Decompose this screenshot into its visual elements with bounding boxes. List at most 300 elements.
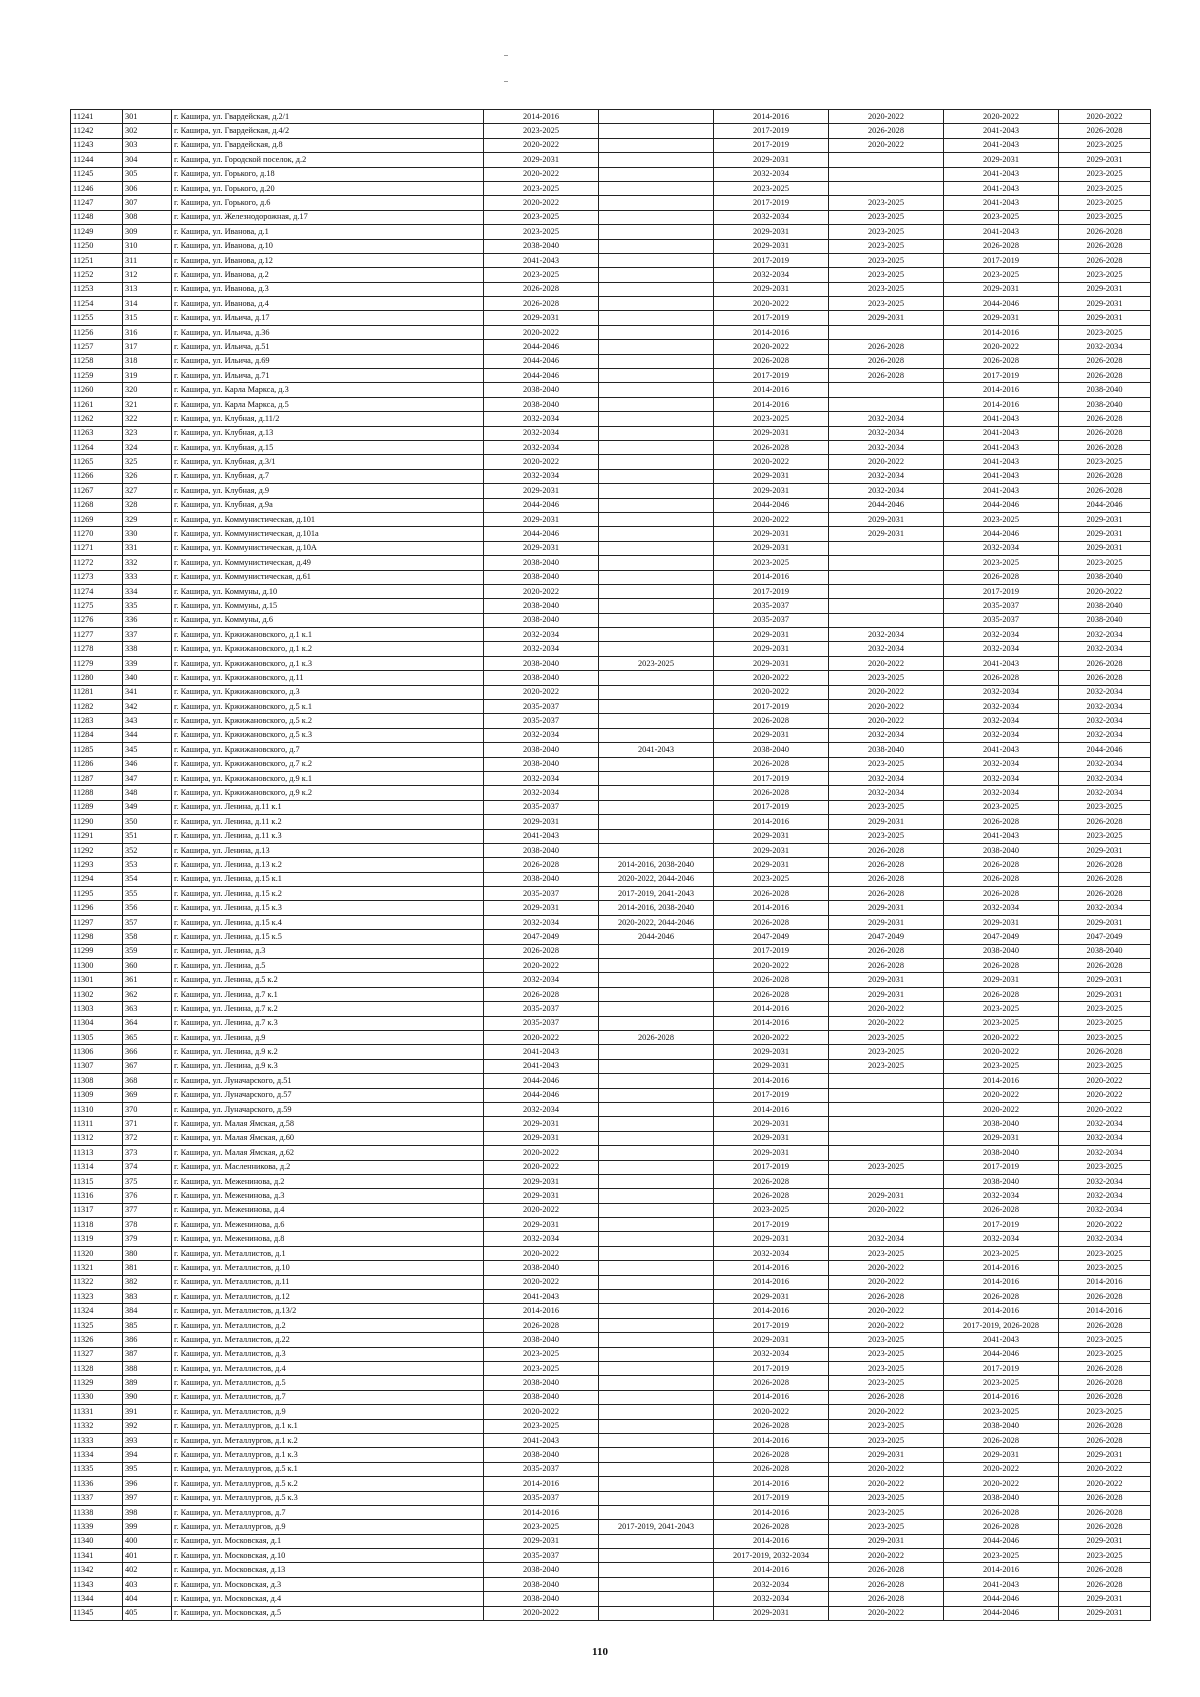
table-row [71,556,1151,570]
table-row [71,383,1151,397]
term-1-cell: 2023-2025 [484,1361,599,1375]
table-row [71,167,1151,181]
term-4-cell: 2023-2025 [829,210,944,224]
term-6-cell: 2026-2028 [1059,1505,1151,1519]
address-cell: г. Кашира, ул. Металлургов, д.9 [172,1520,484,1534]
table-row [71,1376,1151,1390]
table-row [71,757,1151,771]
row-number-cell: 367 [123,1059,172,1073]
address-cell: г. Кашира, ул. Меженинова, д.2 [172,1174,484,1188]
address-cell: г. Кашира, ул. Кржижановского, д.9 к.1 [172,771,484,785]
row-id-cell: 11340 [71,1534,123,1548]
term-1-cell: 2035-2037 [484,1016,599,1030]
address-cell: г. Кашира, ул. Иванова, д.12 [172,253,484,267]
term-2-cell [599,512,714,526]
address-cell: г. Кашира, ул. Металлистов, д.12 [172,1290,484,1304]
term-2-cell [599,1448,714,1462]
term-1-cell: 2029-2031 [484,815,599,829]
row-id-cell: 11244 [71,153,123,167]
table-row [71,987,1151,1001]
term-4-cell: 2029-2031 [829,527,944,541]
term-3-cell: 2023-2025 [714,412,829,426]
table-row [71,1419,1151,1433]
term-2-cell [599,1059,714,1073]
row-id-cell: 11338 [71,1505,123,1519]
address-cell: г. Кашира, ул. Клубная, д.7 [172,469,484,483]
row-number-cell: 395 [123,1462,172,1476]
table-row [71,1131,1151,1145]
term-6-cell: 2032-2034 [1059,901,1151,915]
row-id-cell: 11250 [71,239,123,253]
row-number-cell: 341 [123,685,172,699]
term-5-cell: 2041-2043 [944,440,1059,454]
term-1-cell: 2020-2022 [484,196,599,210]
term-1-cell: 2038-2040 [484,383,599,397]
term-6-cell: 2029-2031 [1059,311,1151,325]
term-6-cell: 2026-2028 [1059,1419,1151,1433]
term-6-cell: 2026-2028 [1059,1318,1151,1332]
term-2-cell [599,642,714,656]
table-row [71,1261,1151,1275]
row-id-cell: 11253 [71,282,123,296]
term-4-cell: 2023-2025 [829,829,944,843]
term-5-cell: 2026-2028 [944,872,1059,886]
term-3-cell: 2029-2031 [714,527,829,541]
term-4-cell [829,570,944,584]
row-id-cell: 11312 [71,1131,123,1145]
term-4-cell: 2026-2028 [829,872,944,886]
term-4-cell [829,584,944,598]
table-row [71,1462,1151,1476]
term-1-cell: 2020-2022 [484,584,599,598]
row-id-cell: 11302 [71,987,123,1001]
row-number-cell: 400 [123,1534,172,1548]
term-1-cell: 2032-2034 [484,412,599,426]
term-5-cell: 2014-2016 [944,1074,1059,1088]
term-2-cell [599,556,714,570]
term-6-cell: 2023-2025 [1059,138,1151,152]
term-5-cell: 2041-2043 [944,181,1059,195]
term-1-cell: 2020-2022 [484,1031,599,1045]
term-4-cell: 2023-2025 [829,1520,944,1534]
term-2-cell [599,124,714,138]
term-3-cell: 2032-2034 [714,1246,829,1260]
term-1-cell: 2044-2046 [484,354,599,368]
term-4-cell: 2032-2034 [829,1232,944,1246]
row-number-cell: 321 [123,397,172,411]
row-number-cell: 346 [123,757,172,771]
term-3-cell: 2035-2037 [714,599,829,613]
term-4-cell: 2020-2022 [829,1477,944,1491]
term-3-cell: 2020-2022 [714,297,829,311]
term-1-cell: 2038-2040 [484,1448,599,1462]
term-4-cell: 2023-2025 [829,1419,944,1433]
row-id-cell: 11288 [71,786,123,800]
term-2-cell [599,829,714,843]
row-id-cell: 11335 [71,1462,123,1476]
term-1-cell: 2026-2028 [484,987,599,1001]
term-3-cell: 2023-2025 [714,556,829,570]
term-6-cell: 2020-2022 [1059,1218,1151,1232]
row-id-cell: 11300 [71,959,123,973]
term-1-cell: 2020-2022 [484,685,599,699]
table-row [71,1031,1151,1045]
term-1-cell: 2020-2022 [484,959,599,973]
term-1-cell: 2026-2028 [484,858,599,872]
term-4-cell: 2020-2022 [829,1462,944,1476]
address-cell: г. Кашира, ул. Ленина, д.5 [172,959,484,973]
term-4-cell: 2020-2022 [829,685,944,699]
address-cell: г. Кашира, ул. Горького, д.20 [172,181,484,195]
address-cell: г. Кашира, ул. Ленина, д.5 к.2 [172,973,484,987]
row-id-cell: 11287 [71,771,123,785]
term-6-cell: 2029-2031 [1059,1534,1151,1548]
term-3-cell: 2029-2031 [714,1606,829,1620]
table-row [71,225,1151,239]
term-1-cell: 2020-2022 [484,325,599,339]
row-id-cell: 11266 [71,469,123,483]
term-1-cell: 2032-2034 [484,426,599,440]
term-6-cell: 2032-2034 [1059,1232,1151,1246]
term-1-cell: 2038-2040 [484,1390,599,1404]
term-2-cell [599,527,714,541]
term-4-cell: 2023-2025 [829,239,944,253]
term-2-cell [599,1232,714,1246]
term-3-cell: 2026-2028 [714,1520,829,1534]
term-1-cell: 2029-2031 [484,311,599,325]
term-1-cell: 2029-2031 [484,1218,599,1232]
term-5-cell: 2035-2037 [944,613,1059,627]
row-id-cell: 11243 [71,138,123,152]
table-row [71,843,1151,857]
term-1-cell: 2044-2046 [484,340,599,354]
term-2-cell [599,297,714,311]
table-row [71,915,1151,929]
row-id-cell: 11280 [71,671,123,685]
row-number-cell: 331 [123,541,172,555]
row-number-cell: 336 [123,613,172,627]
term-2-cell [599,1333,714,1347]
term-6-cell: 2026-2028 [1059,1563,1151,1577]
term-5-cell: 2026-2028 [944,858,1059,872]
term-4-cell: 2020-2022 [829,1275,944,1289]
table-row [71,1563,1151,1577]
term-1-cell: 2014-2016 [484,1477,599,1491]
address-cell: г. Кашира, ул. Ленина, д.11 к.2 [172,815,484,829]
term-3-cell: 2029-2031 [714,843,829,857]
table-row [71,656,1151,670]
row-number-cell: 363 [123,1002,172,1016]
term-5-cell: 2041-2043 [944,412,1059,426]
address-cell: г. Кашира, ул. Коммунистическая, д.101 [172,512,484,526]
table-row [71,743,1151,757]
term-1-cell: 2035-2037 [484,1462,599,1476]
term-1-cell: 2029-2031 [484,1189,599,1203]
term-4-cell: 2020-2022 [829,1606,944,1620]
row-number-cell: 374 [123,1160,172,1174]
term-6-cell: 2032-2034 [1059,1174,1151,1188]
table-row [71,671,1151,685]
term-5-cell: 2014-2016 [944,383,1059,397]
table-row [71,714,1151,728]
term-2-cell [599,1088,714,1102]
term-4-cell: 2023-2025 [829,268,944,282]
term-4-cell: 2020-2022 [829,1318,944,1332]
term-3-cell: 2014-2016 [714,383,829,397]
term-4-cell [829,1074,944,1088]
row-id-cell: 11270 [71,527,123,541]
term-4-cell: 2029-2031 [829,915,944,929]
row-number-cell: 338 [123,642,172,656]
term-1-cell: 2038-2040 [484,1592,599,1606]
term-5-cell: 2020-2022 [944,1088,1059,1102]
term-4-cell [829,541,944,555]
term-5-cell: 2029-2031 [944,153,1059,167]
term-3-cell: 2020-2022 [714,959,829,973]
term-2-cell [599,340,714,354]
row-id-cell: 11316 [71,1189,123,1203]
term-3-cell: 2029-2031 [714,1059,829,1073]
address-cell: г. Кашира, ул. Коммуны, д.10 [172,584,484,598]
term-2-cell [599,1491,714,1505]
address-cell: г. Кашира, ул. Металлургов, д.5 к.3 [172,1491,484,1505]
term-5-cell: 2032-2034 [944,757,1059,771]
row-id-cell: 11262 [71,412,123,426]
term-1-cell: 2029-2031 [484,153,599,167]
term-3-cell: 2020-2022 [714,1031,829,1045]
address-cell: г. Кашира, ул. Ленина, д.15 к.5 [172,930,484,944]
term-2-cell: 2026-2028 [599,1031,714,1045]
term-2-cell [599,757,714,771]
term-2-cell [599,541,714,555]
term-4-cell: 2026-2028 [829,1390,944,1404]
address-cell: г. Кашира, ул. Карла Маркса, д.3 [172,383,484,397]
row-id-cell: 11320 [71,1246,123,1260]
term-6-cell: 2032-2034 [1059,1203,1151,1217]
table-row [71,1002,1151,1016]
term-4-cell [829,167,944,181]
term-1-cell: 2035-2037 [484,714,599,728]
term-6-cell: 2032-2034 [1059,340,1151,354]
table-row [71,1433,1151,1447]
term-2-cell [599,253,714,267]
row-number-cell: 307 [123,196,172,210]
term-2-cell [599,412,714,426]
table-row [71,397,1151,411]
term-4-cell: 2023-2025 [829,800,944,814]
term-1-cell: 2032-2034 [484,915,599,929]
term-6-cell: 2020-2022 [1059,110,1151,124]
term-6-cell: 2026-2028 [1059,225,1151,239]
term-1-cell: 2032-2034 [484,973,599,987]
term-3-cell: 2014-2016 [714,1505,829,1519]
row-number-cell: 351 [123,829,172,843]
term-5-cell: 2020-2022 [944,340,1059,354]
address-cell: г. Кашира, ул. Металлистов, д.13/2 [172,1304,484,1318]
term-1-cell: 2029-2031 [484,1131,599,1145]
address-cell: г. Кашира, ул. Коммуны, д.15 [172,599,484,613]
term-1-cell: 2038-2040 [484,1563,599,1577]
term-1-cell: 2044-2046 [484,369,599,383]
row-id-cell: 11286 [71,757,123,771]
term-3-cell: 2017-2019, 2032-2034 [714,1549,829,1563]
table-row [71,1016,1151,1030]
row-number-cell: 303 [123,138,172,152]
table-row [71,512,1151,526]
term-2-cell [599,771,714,785]
row-id-cell: 11263 [71,426,123,440]
term-5-cell: 2026-2028 [944,1433,1059,1447]
row-number-cell: 327 [123,484,172,498]
term-5-cell: 2044-2046 [944,297,1059,311]
address-cell: г. Кашира, ул. Меженинова, д.8 [172,1232,484,1246]
term-2-cell [599,1347,714,1361]
term-6-cell: 2032-2034 [1059,786,1151,800]
row-number-cell: 362 [123,987,172,1001]
address-cell: г. Кашира, ул. Московская, д.10 [172,1549,484,1563]
term-4-cell: 2026-2028 [829,858,944,872]
term-6-cell: 2014-2016 [1059,1304,1151,1318]
row-id-cell: 11296 [71,901,123,915]
table-row [71,887,1151,901]
term-6-cell: 2044-2046 [1059,743,1151,757]
term-6-cell: 2032-2034 [1059,685,1151,699]
term-2-cell [599,959,714,973]
row-number-cell: 315 [123,311,172,325]
table-row [71,1088,1151,1102]
term-4-cell: 2032-2034 [829,469,944,483]
row-number-cell: 337 [123,628,172,642]
term-4-cell [829,1102,944,1116]
table-row [71,412,1151,426]
term-6-cell: 2029-2031 [1059,153,1151,167]
term-4-cell: 2020-2022 [829,1405,944,1419]
term-6-cell: 2026-2028 [1059,887,1151,901]
row-id-cell: 11297 [71,915,123,929]
address-cell: г. Кашира, ул. Ленина, д.9 [172,1031,484,1045]
term-5-cell: 2026-2028 [944,1203,1059,1217]
table-row [71,1304,1151,1318]
term-5-cell: 2041-2043 [944,1333,1059,1347]
scan-mark [504,55,508,56]
term-2-cell [599,498,714,512]
term-3-cell: 2032-2034 [714,268,829,282]
row-id-cell: 11268 [71,498,123,512]
term-4-cell: 2023-2025 [829,1031,944,1045]
term-6-cell: 2026-2028 [1059,469,1151,483]
term-4-cell [829,1146,944,1160]
row-id-cell: 11246 [71,181,123,195]
term-2-cell [599,700,714,714]
term-6-cell: 2026-2028 [1059,858,1151,872]
term-5-cell: 2014-2016 [944,325,1059,339]
row-id-cell: 11325 [71,1318,123,1332]
term-3-cell: 2014-2016 [714,1433,829,1447]
term-6-cell: 2023-2025 [1059,1549,1151,1563]
row-number-cell: 324 [123,440,172,454]
row-id-cell: 11322 [71,1275,123,1289]
row-number-cell: 352 [123,843,172,857]
term-6-cell: 2023-2025 [1059,325,1151,339]
term-1-cell: 2038-2040 [484,656,599,670]
term-5-cell: 2029-2031 [944,973,1059,987]
term-1-cell: 2038-2040 [484,613,599,627]
term-3-cell: 2032-2034 [714,1592,829,1606]
row-id-cell: 11277 [71,628,123,642]
term-5-cell: 2041-2043 [944,656,1059,670]
term-2-cell [599,1577,714,1591]
address-cell: г. Кашира, ул. Клубная, д.9а [172,498,484,512]
address-cell: г. Кашира, ул. Ильича, д.71 [172,369,484,383]
row-id-cell: 11301 [71,973,123,987]
term-5-cell: 2035-2037 [944,599,1059,613]
row-number-cell: 311 [123,253,172,267]
term-6-cell: 2026-2028 [1059,1520,1151,1534]
term-1-cell: 2032-2034 [484,469,599,483]
table-row [71,124,1151,138]
row-id-cell: 11306 [71,1045,123,1059]
term-1-cell: 2035-2037 [484,1549,599,1563]
table-row [71,1520,1151,1534]
term-6-cell: 2026-2028 [1059,1491,1151,1505]
term-5-cell: 2026-2028 [944,815,1059,829]
row-id-cell: 11254 [71,297,123,311]
term-2-cell [599,1275,714,1289]
term-6-cell: 2032-2034 [1059,1117,1151,1131]
address-cell: г. Кашира, ул. Меженинова, д.6 [172,1218,484,1232]
term-3-cell: 2038-2040 [714,743,829,757]
term-3-cell: 2044-2046 [714,498,829,512]
term-3-cell: 2029-2031 [714,469,829,483]
term-1-cell: 2035-2037 [484,1002,599,1016]
term-2-cell: 2014-2016, 2038-2040 [599,858,714,872]
term-3-cell: 2017-2019 [714,1218,829,1232]
address-cell: г. Кашира, ул. Гвардейская, д.4/2 [172,124,484,138]
table-row [71,340,1151,354]
term-6-cell: 2023-2025 [1059,268,1151,282]
term-4-cell: 2026-2028 [829,944,944,958]
row-number-cell: 329 [123,512,172,526]
term-5-cell: 2026-2028 [944,570,1059,584]
row-number-cell: 360 [123,959,172,973]
term-6-cell: 2026-2028 [1059,1045,1151,1059]
address-cell: г. Кашира, ул. Коммунистическая, д.101а [172,527,484,541]
row-id-cell: 11261 [71,397,123,411]
term-1-cell: 2026-2028 [484,297,599,311]
term-5-cell: 2041-2043 [944,1577,1059,1591]
term-4-cell: 2032-2034 [829,440,944,454]
address-cell: г. Кашира, ул. Кржижановского, д.7 [172,743,484,757]
term-3-cell: 2029-2031 [714,1290,829,1304]
term-5-cell: 2026-2028 [944,671,1059,685]
row-id-cell: 11311 [71,1117,123,1131]
term-5-cell: 2032-2034 [944,1189,1059,1203]
term-4-cell: 2026-2028 [829,959,944,973]
table-row [71,1059,1151,1073]
term-4-cell: 2020-2022 [829,138,944,152]
term-3-cell: 2014-2016 [714,1102,829,1116]
term-5-cell: 2032-2034 [944,728,1059,742]
term-6-cell: 2026-2028 [1059,671,1151,685]
term-3-cell: 2026-2028 [714,1189,829,1203]
row-id-cell: 11313 [71,1146,123,1160]
term-2-cell [599,570,714,584]
term-1-cell: 2035-2037 [484,1491,599,1505]
term-2-cell: 2017-2019, 2041-2043 [599,1520,714,1534]
row-id-cell: 11331 [71,1405,123,1419]
table-row [71,297,1151,311]
term-1-cell: 2038-2040 [484,1261,599,1275]
